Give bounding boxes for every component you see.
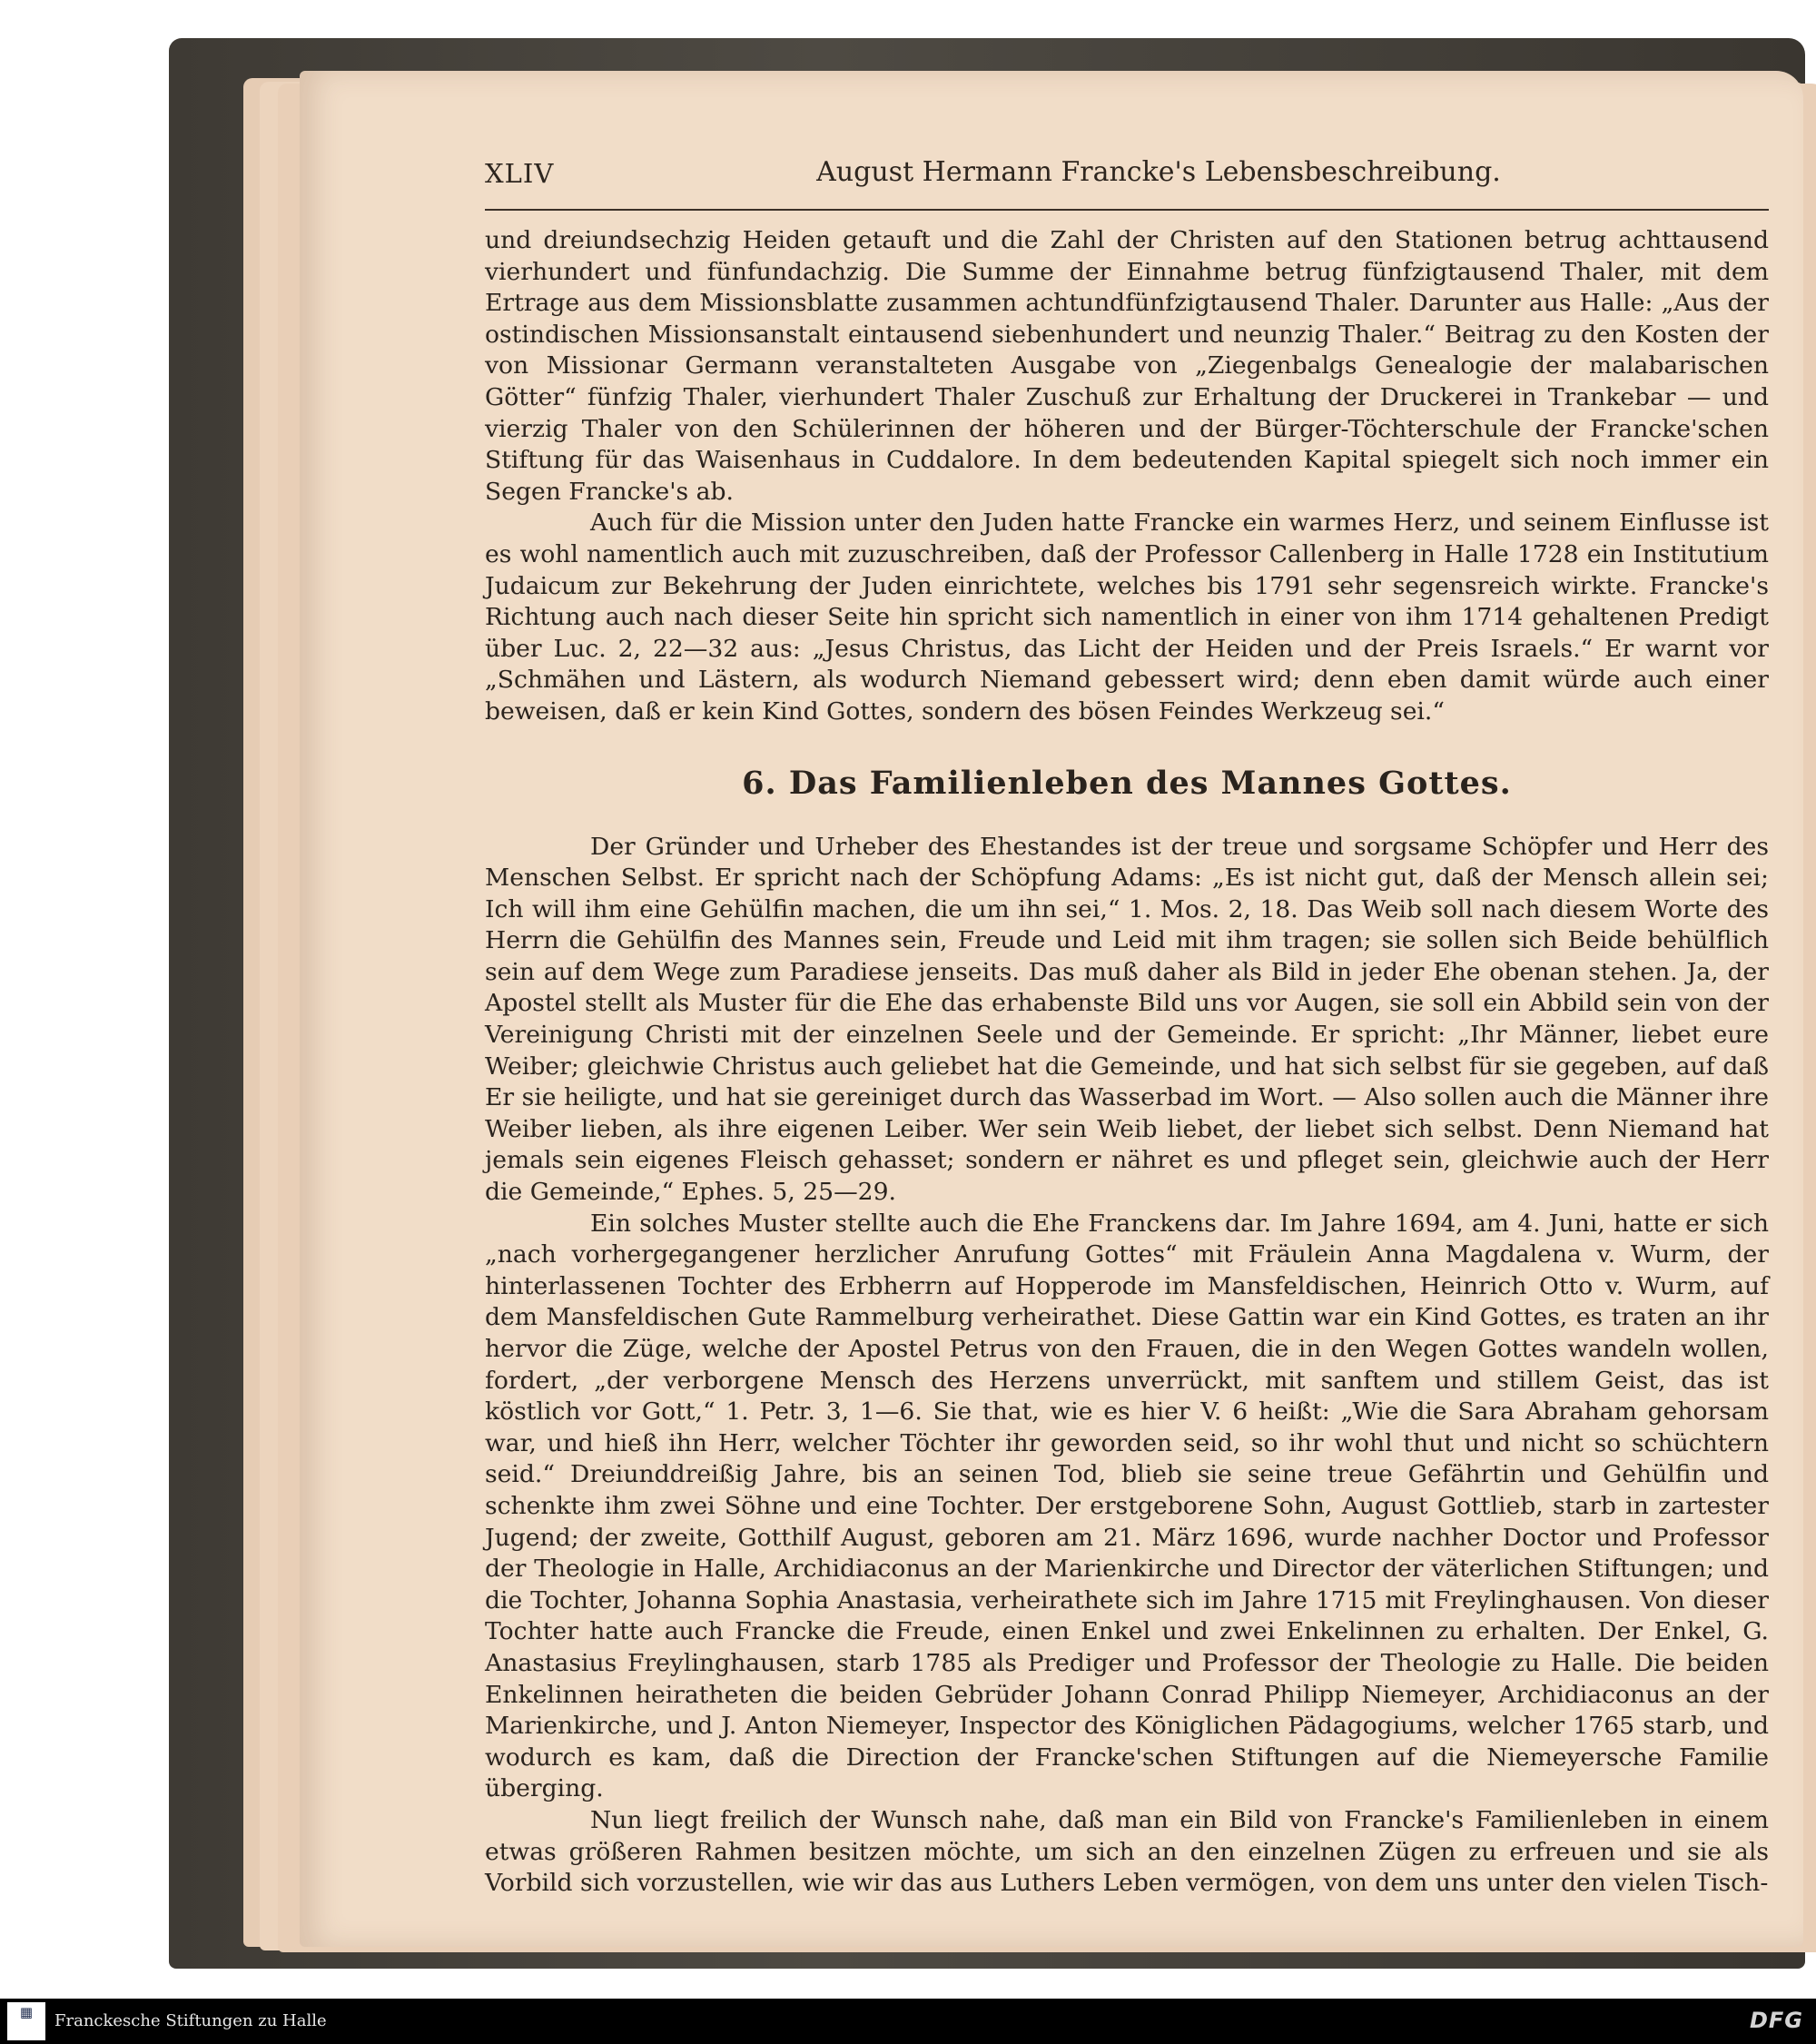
- running-head: [485, 153, 1769, 196]
- body-text: [485, 225, 1769, 1900]
- paragraph: Nun liegt freilich der Wunsch nahe, daß man ein Bild von Francke's Familienleben in einem etwas größeren Rahmen besitzen möchte, um sich an den einzelnen Zügen zu erfreuen und sie als Vorbild sich vorzustellen, wie wir das aus Luthers Leben vermögen, von dem uns unter den vielen Tisch-: [485, 1805, 1769, 1898]
- running-title: August Hermann Francke's Lebensbeschreibung.: [816, 156, 1501, 188]
- institution-name: Franckesche Stiftungen zu Halle: [54, 2011, 327, 2030]
- section-heading: 6. Das Familienleben des Mannes Gottes.: [742, 764, 1512, 802]
- paragraph: Auch für die Mission unter den Juden hatte Francke ein warmes Herz, und seinem Einflusse ist es wohl namentlich auch mit zuzuschreiben, daß der Professor Callenberg in Halle 1728 ein Institutium Judaicum zur Bekehrung der Juden einrichtete, welches bis 1791 sehr segensreich wirkte. Francke's Richtung auch nach dieser Seite hin spricht sich namentlich in einer von ihm 1714 gehaltenen Predigt über Luc. 2, 22—32 aus: „Jesus Christus, das Licht der Heiden und der Preis Israels.“ Er warnt vor „Schmähen und Lästern, als wodurch Niemand gebessert wird; denn eben damit würde auch einer beweisen, daß er kein Kind Gottes, sondern des bösen Feindes Werkzeug sei.“: [485, 509, 1769, 726]
- paragraph: und dreiundsechzig Heiden getauft und die Zahl der Christen auf den Stationen betrug achttausend vierhundert und fünfundachzig. Die Summe der Einnahme betrug fünfzigtausend Thaler, mit dem Ertrage aus dem Missionsblatte zusammen achtundfünfzigtausend Thaler. Darunter aus Halle: „Aus der ostindischen Missionsanstalt eintausend siebenhundert und neunzig Thaler.“ Beitrag zu den Kosten der von Missionar Germann veranstalteten Ausgabe von „Ziegenbalgs Genealogie der malabarischen Götter“ fünfzig Thaler, vierhundert Thaler Zuschuß zur Erhaltung der Druckerei in Trankebar — und vierzig Thaler von den Schülerinnen der höheren und der Bürger-Töchterschule der Francke'schen Stiftung für das Waisenhaus in Cuddalore. In dem bedeutenden Kapital spiegelt sich noch immer ein Segen Francke's ab.: [485, 226, 1769, 506]
- logo-mark-icon: ▦: [19, 2004, 34, 2020]
- header-rule: [485, 209, 1769, 211]
- page-number: XLIV: [485, 158, 555, 189]
- paragraph: Ein solches Muster stellte auch die Ehe Franckens dar. Im Jahre 1694, am 4. Juni, hatte er sich „nach vorhergegangener herzlicher Anrufung Gottes“ mit Fräulein Anna Magdalena v. Wurm, der hinterlassenen Tochter des Erbherrn auf Hopperode im Mansfeldischen, Heinrich Otto v. Wurm, auf dem Mansfeldischen Gute Rammelburg verheirathet. Diese Gattin war ein Kind Gottes, es traten an ihr hervor die Züge, welche der Apostel Petrus von den Frauen, die in den Wegen Gottes wandeln wollen, fordert, „der verborgene Mensch des Herzens unverrückt, mit sanftem und stillem Geist, das ist köstlich vor Gott,“ 1. Petr. 3, 1—6. Sie that, wie es hier V. 6 heißt: „Wie die Sara Abraham gehorsam war, und hieß ihn Herr, welcher Töchter ihr geworden seid, so ihr wohl thut und nicht so schüchtern seid.“ Dreiunddreißig Jahre, bis an seinen Tod, blieb sie seine treue Gefährtin und Gehülfin und schenkte ihm zwei Söhne und eine Tochter. Der erstgeborene Sohn, August Gottlieb, starb in zartester Jugend; der zweite, Gotthilf August, geboren am 21. März 1696, wurde nachher Doctor und Professor der Theologie in Halle, Archidiaconus an der Marienkirche und Director der väterlichen Stiftungen; und die Tochter, Johanna Sophia Anastasia, verheirathete sich im Jahre 1715 mit Freylinghausen. Von dieser Tochter hatte auch Francke die Freude, einen Enkel und zwei Enkelinnen zu erhalten. Der Enkel, G. Anastasius Freylinghausen, starb 1785 als Prediger und Professor der Theologie zu Halle. Die beiden Enkelinnen heiratheten die beiden Gebrüder Johann Conrad Philipp Niemeyer, Archidiaconus an der Marienkirche, und J. Anton Niemeyer, Inspector des Königlichen Pädagogiums, welcher 1765 starb, und wodurch es kam, daß die Direction der Francke'schen Stiftungen auf die Niemeyersche Familie überging.: [485, 1209, 1769, 1803]
- dfg-logo: DFG: [1749, 2008, 1803, 2033]
- institution-logo: [7, 2002, 45, 2040]
- viewer-footer-bar: [0, 1999, 1816, 2044]
- paragraph: Der Gründer und Urheber des Ehestandes ist der treue und sorgsame Schöpfer und Herr des Menschen Selbst. Er spricht nach der Schöpfung Adams: „Es ist nicht gut, daß der Mensch allein sei; Ich will ihm eine Gehülfin machen, die um ihn sei,“ 1. Mos. 2, 18. Das Weib soll nach diesem Worte des Herrn die Gehülfin des Mannes sein, Freude und Leid mit ihm tragen; sie sollen sich Beide behülflich sein auf dem Wege zum Paradiese jenseits. Das muß daher als Bild in jeder Ehe obenan stehen. Ja, der Apostel stellt als Muster für die Ehe das erhabenste Bild uns vor Augen, sie soll ein Abbild sein von der Vereinigung Christi mit der einzelnen Seele und der Gemeinde. Er spricht: „Ihr Männer, liebet eure Weiber; gleichwie Christus auch geliebet hat die Gemeinde, und hat sich selbst für sie gegeben, auf daß Er sie heiligte, und hat sie gereiniget durch das Wasserbad im Wort. — Also sollen auch die Männer ihre Weiber lieben, als ihre eigenen Leiber. Wer sein Weib liebet, der liebet sich selbst. Denn Niemand hat jemals sein eigenes Fleisch gehasset; sondern er nähret es und pfleget sein, gleichwie auch der Herr die Gemeinde,“ Ephes. 5, 25—29.: [485, 832, 1769, 1207]
